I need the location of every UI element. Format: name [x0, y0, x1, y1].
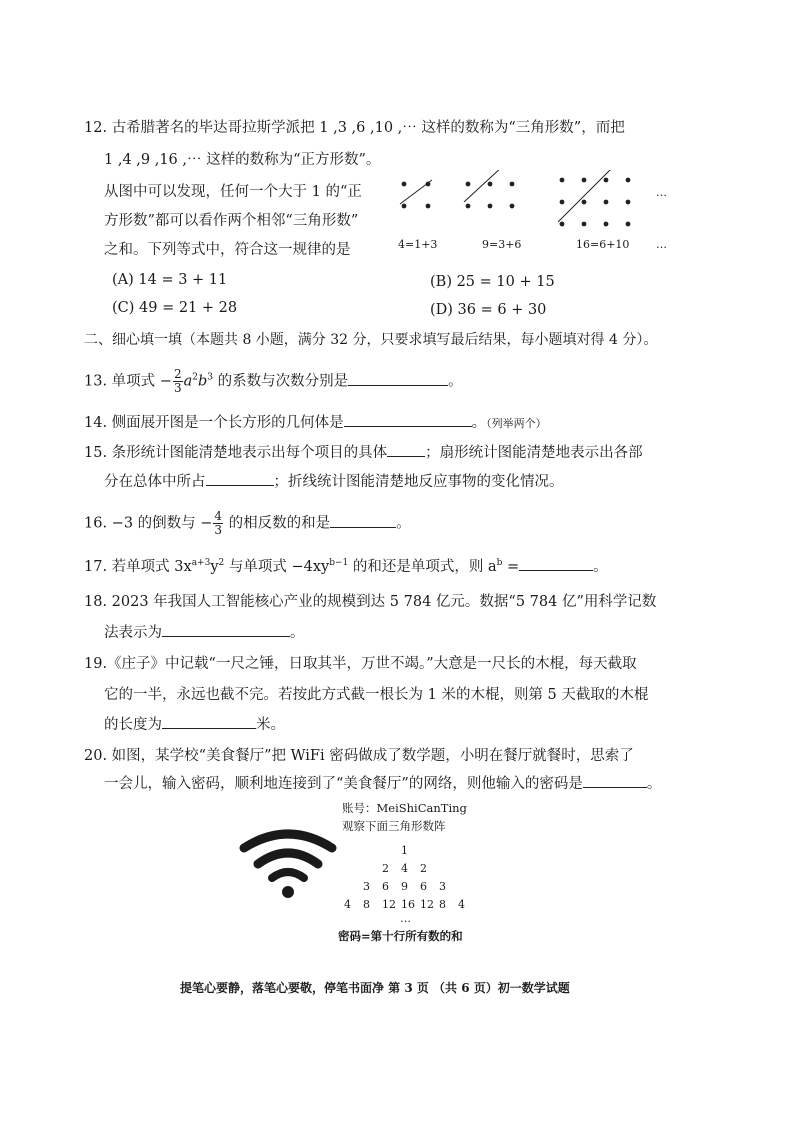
q14-note: （列举两个） — [486, 417, 547, 430]
array-cell: 8 — [439, 898, 446, 911]
q13 — [84, 368, 463, 395]
q16-answer-blank[interactable] — [330, 513, 396, 528]
q16-end: 。 — [396, 515, 411, 532]
wifi-account: 账号：MeiShiCanTing — [342, 801, 467, 815]
q12-line4: 方形数”都可以看作两个相邻“三角形数” — [104, 213, 359, 229]
q15-line1b: ；扇形统计图能清楚地表示出各部 — [425, 445, 643, 461]
q17-p2: y — [210, 559, 219, 575]
q16-prefix: 16. −3 的倒数与 − — [84, 515, 213, 532]
array-cell: 6 — [382, 880, 389, 893]
q18-line1: 18. 2023 年我国人工智能核心产业的规模到达 5 784 亿元。数据“5 784 亿”用科学记数 — [84, 594, 657, 610]
q14-text: 14. 侧面展开图是一个长方形的几何体是 — [84, 415, 344, 431]
q13-prefix: 13. 单项式 − — [84, 373, 172, 390]
dots-ellipsis: … — [656, 186, 667, 199]
dot-figure-4 — [400, 180, 432, 208]
wifi-icon — [238, 828, 338, 900]
q13-var-a: a — [183, 373, 193, 390]
q20-end: 。 — [646, 776, 662, 792]
caption-9: 9=3+6 — [482, 238, 522, 251]
q19-line3-text: 的长度为 — [104, 717, 162, 733]
q15-line1 — [84, 442, 643, 463]
q16-frac-num: 4 — [214, 509, 223, 523]
q13-frac-num: 2 — [173, 367, 182, 381]
q19-line1: 19.《庄子》中记载“一尺之锤，日取其半，万世不竭。”大意是一尺长的木棍，每天截取 — [84, 656, 637, 672]
q13-frac-den: 3 — [173, 381, 182, 395]
page-footer: 提笔心要静，落笔心要敬，停笔书面净 第 3 页 （共 6 页）初一数学试题 — [180, 981, 570, 995]
array-cell: 2 — [420, 862, 427, 875]
q20-line1: 20. 如图，某学校“美食餐厅”把 WiFi 密码做成了数学题，小明在餐厅就餐时，思索了 — [84, 748, 634, 764]
q12-line3: 从图中可以发现，任何一个大于 1 的“正 — [104, 184, 362, 200]
q15-blank-2[interactable] — [206, 471, 274, 486]
q17-p3: 与单项式 −4xy — [224, 559, 330, 575]
q12-line5: 之和。下列等式中，符合这一规律的是 — [104, 242, 351, 258]
q14 — [84, 412, 547, 434]
q12-line2: 1 ,4 ,9 ,16 ,⋯ 这样的数称为“正方形数”。 — [104, 152, 381, 168]
q15-line1a: 15. 条形统计图能清楚地表示出每个项目的具体 — [84, 445, 388, 461]
q17-answer-blank[interactable] — [519, 556, 593, 571]
q19-line2: 它的一半，永远也截不完。若按此方式截一根长为 1 米的木棍，则第 5 天截取的木棍 — [104, 687, 649, 703]
q19-end: 米。 — [256, 717, 285, 733]
q18-end: 。 — [290, 625, 305, 641]
q13-exp-b: 3 — [207, 372, 213, 383]
q18-line2-text: 法表示为 — [104, 625, 162, 641]
array-cell: 16 — [401, 898, 415, 911]
q13-end: 。 — [448, 373, 463, 390]
caption-ellipsis: … — [656, 238, 667, 251]
q13-var-b: b — [197, 373, 208, 390]
array-cell: 4 — [344, 898, 351, 911]
option-b: (B) 25 = 10 + 15 — [430, 274, 555, 290]
array-cell: 3 — [439, 880, 446, 893]
q15-line2 — [104, 471, 564, 492]
q17 — [84, 556, 608, 577]
q17-e2: 2 — [218, 558, 225, 569]
array-cell: 6 — [420, 880, 427, 893]
q20-line2-text: 一会儿，输入密码，顺利地连接到了“美食餐厅”的网络，则他输入的密码是 — [104, 776, 583, 792]
q17-e4: b — [496, 558, 503, 569]
q19-answer-blank[interactable] — [162, 714, 256, 729]
section2-title: 二、细心填一填（本题共 8 小题，满分 32 分，只要求填写最后结果，每小题填对得 4 分）。 — [84, 332, 658, 348]
array-cell: 2 — [382, 862, 389, 875]
option-d: (D) 36 = 6 + 30 — [430, 302, 547, 318]
q17-e3: b−1 — [329, 558, 349, 569]
array-cell: 4 — [401, 862, 408, 875]
q15-blank-1[interactable] — [387, 442, 425, 457]
option-c: (C) 49 = 21 + 28 — [112, 300, 238, 316]
q13-exp-a: 2 — [192, 372, 198, 383]
q16 — [84, 510, 411, 537]
array-cell: 1 — [401, 844, 408, 857]
q20-line2 — [104, 773, 661, 794]
option-a: (A) 14 = 3 + 11 — [112, 272, 228, 288]
dot-figure-9 — [464, 170, 516, 208]
q14-answer-blank[interactable] — [344, 412, 472, 427]
dot-figure-16 — [558, 170, 634, 226]
caption-4: 4=1+3 — [398, 238, 438, 251]
q13-suffix: 的系数与次数分别是 — [213, 373, 349, 390]
q13-fraction — [173, 368, 183, 395]
q18-line2 — [104, 622, 305, 643]
array-cell: 9 — [401, 880, 408, 893]
array-cell: 3 — [363, 880, 370, 893]
array-cell: 12 — [420, 898, 434, 911]
q15-line2b: ；折线统计图能清楚地反应事物的变化情况。 — [273, 474, 564, 490]
password-rule: 密码=第十行所有数的和 — [338, 929, 463, 943]
q17-p1: 17. 若单项式 3x — [84, 559, 192, 575]
q17-e1: a+3 — [191, 558, 211, 569]
q17-p5: = — [502, 559, 520, 575]
q14-end: 。 — [471, 415, 487, 431]
caption-16: 16=6+10 — [576, 238, 630, 251]
array-cell: 8 — [363, 898, 370, 911]
array-cell: 12 — [382, 898, 396, 911]
q19-line3 — [104, 714, 285, 735]
q15-line2a: 分在总体中所占 — [104, 474, 206, 490]
q16-fraction — [213, 510, 223, 537]
q17-p4: 的和还是单项式，则 a — [348, 559, 497, 575]
q13-answer-blank[interactable] — [348, 371, 448, 386]
q16-suffix: 的相反数的和是 — [224, 515, 331, 532]
array-cell: 4 — [458, 898, 465, 911]
q18-answer-blank[interactable] — [162, 622, 290, 637]
q17-end: 。 — [593, 559, 608, 575]
array-ellipsis: … — [400, 912, 411, 925]
q16-frac-den: 3 — [214, 523, 223, 537]
observe-caption: 观察下面三角形数阵 — [342, 819, 446, 833]
q12-line1: 12. 古希腊著名的毕达哥拉斯学派把 1 ,3 ,6 ,10 ,⋯ 这样的数称为“三角形数”，而把 — [84, 120, 625, 136]
q20-answer-blank[interactable] — [583, 773, 647, 788]
